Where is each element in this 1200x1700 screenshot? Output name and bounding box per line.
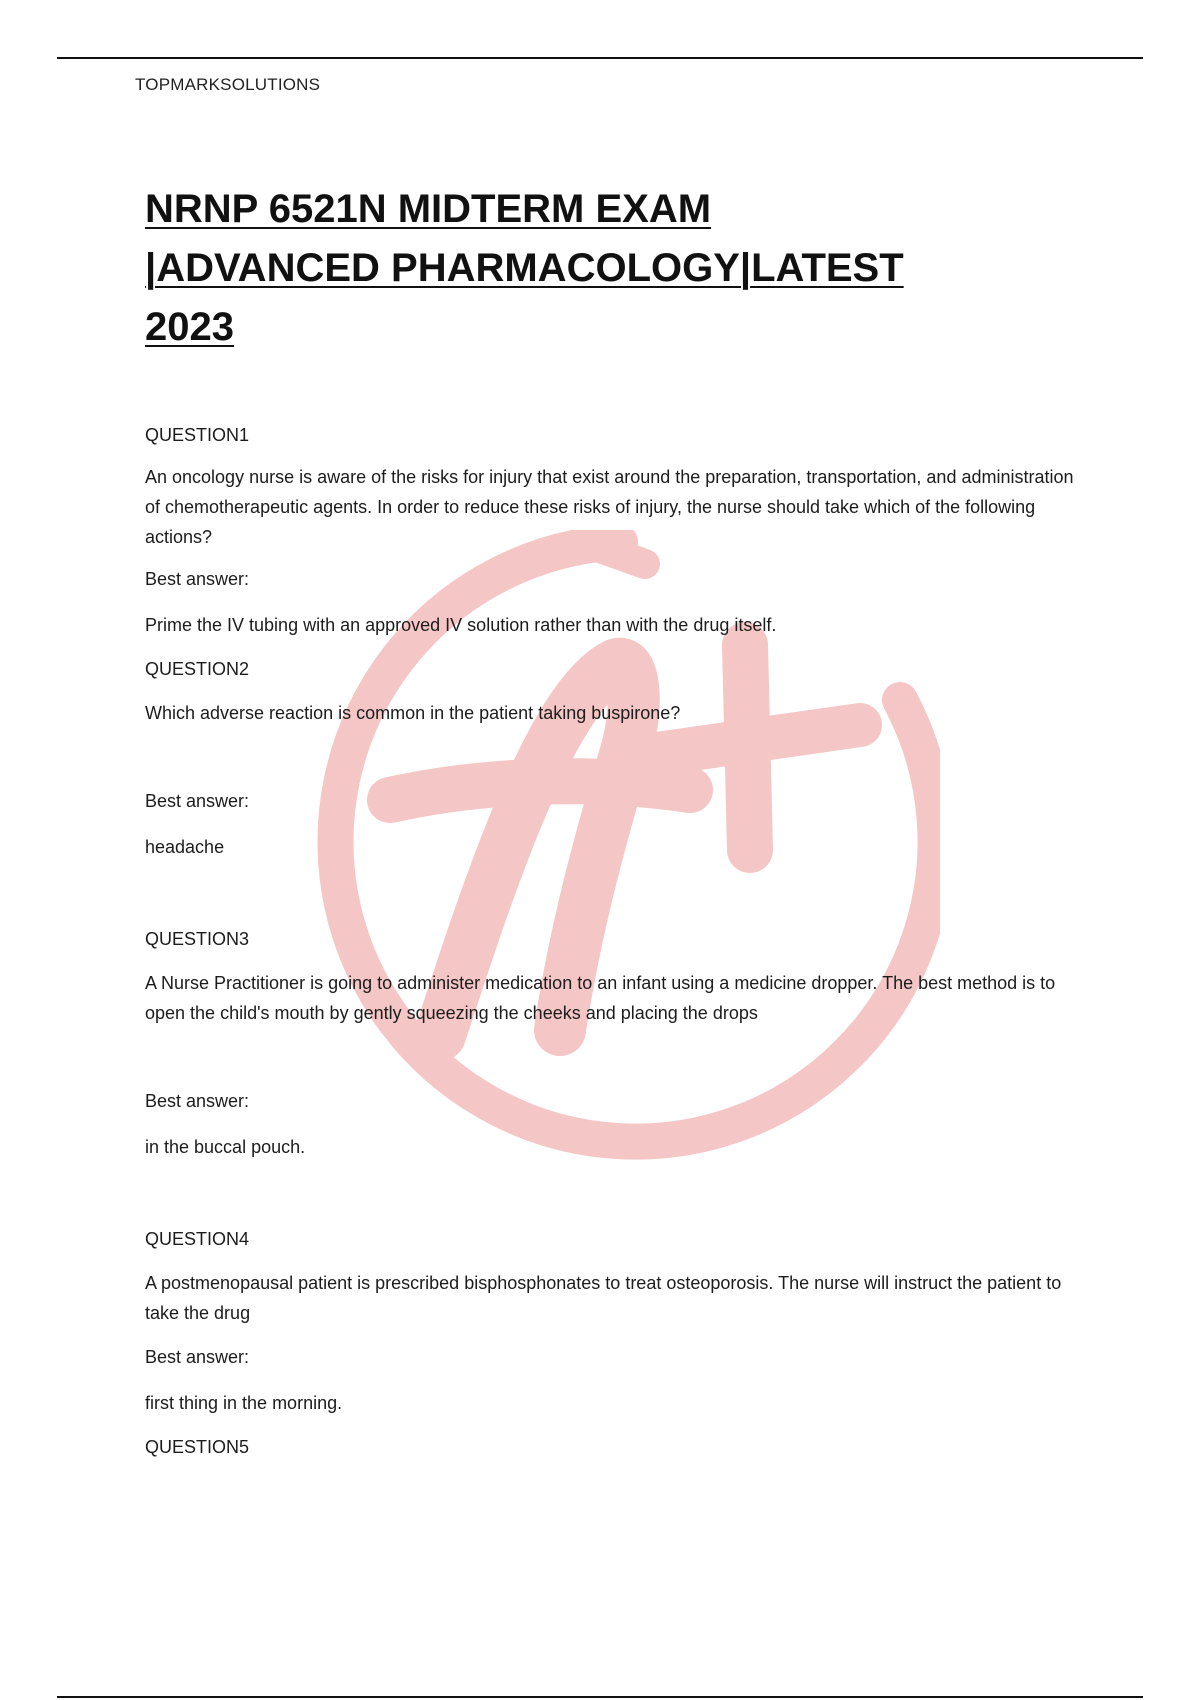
answer-label: Best answer: [145,791,250,811]
question-label: QUESTION2 [145,659,250,679]
question-label: QUESTION1 [145,425,250,445]
answer-label: Best answer: [145,1091,250,1111]
answer-label: Best answer: [145,569,250,589]
header-divider [57,57,1143,59]
question-label: QUESTION3 [145,929,250,949]
question-label: QUESTION5 [145,1437,250,1457]
footer-divider [57,1696,1143,1698]
answer-text: in the buccal pouch. [145,1137,306,1157]
answer-label: Best answer: [145,1347,250,1367]
document-title [145,180,1045,357]
question-text: An oncology nurse is aware of the risks for injury that exist around the preparation, transportation, and administration of chemotherapeutic agents. In order to reduce these risks of injury, the nurse should take which of the following actions? [145,467,1074,547]
answer-text: headache [145,837,225,857]
title-line-2: |ADVANCED PHARMACOLOGY|LATEST [145,246,904,290]
answer-text: first thing in the morning. [145,1393,343,1413]
question-text: A Nurse Practitioner is going to administer medication to an infant using a medicine dropper. The best method is to open the child's mouth by gently squeezing the cheeks and placing the drops [145,973,1056,1023]
title-line-3: 2023 [145,305,234,349]
answer-text: Prime the IV tubing with an approved IV solution rather than with the drug itself. [145,615,777,635]
question-label: QUESTION4 [145,1229,250,1249]
question-list [145,420,1075,1462]
header-brand: TOPMARKSOLUTIONS [135,75,321,94]
question-text: Which adverse reaction is common in the patient taking buspirone? [145,703,681,723]
title-line-1: NRNP 6521N MIDTERM EXAM [145,187,712,231]
question-text: A postmenopausal patient is prescribed bisphosphonates to treat osteoporosis. The nurse will instruct the patient to take the drug [145,1273,1062,1323]
